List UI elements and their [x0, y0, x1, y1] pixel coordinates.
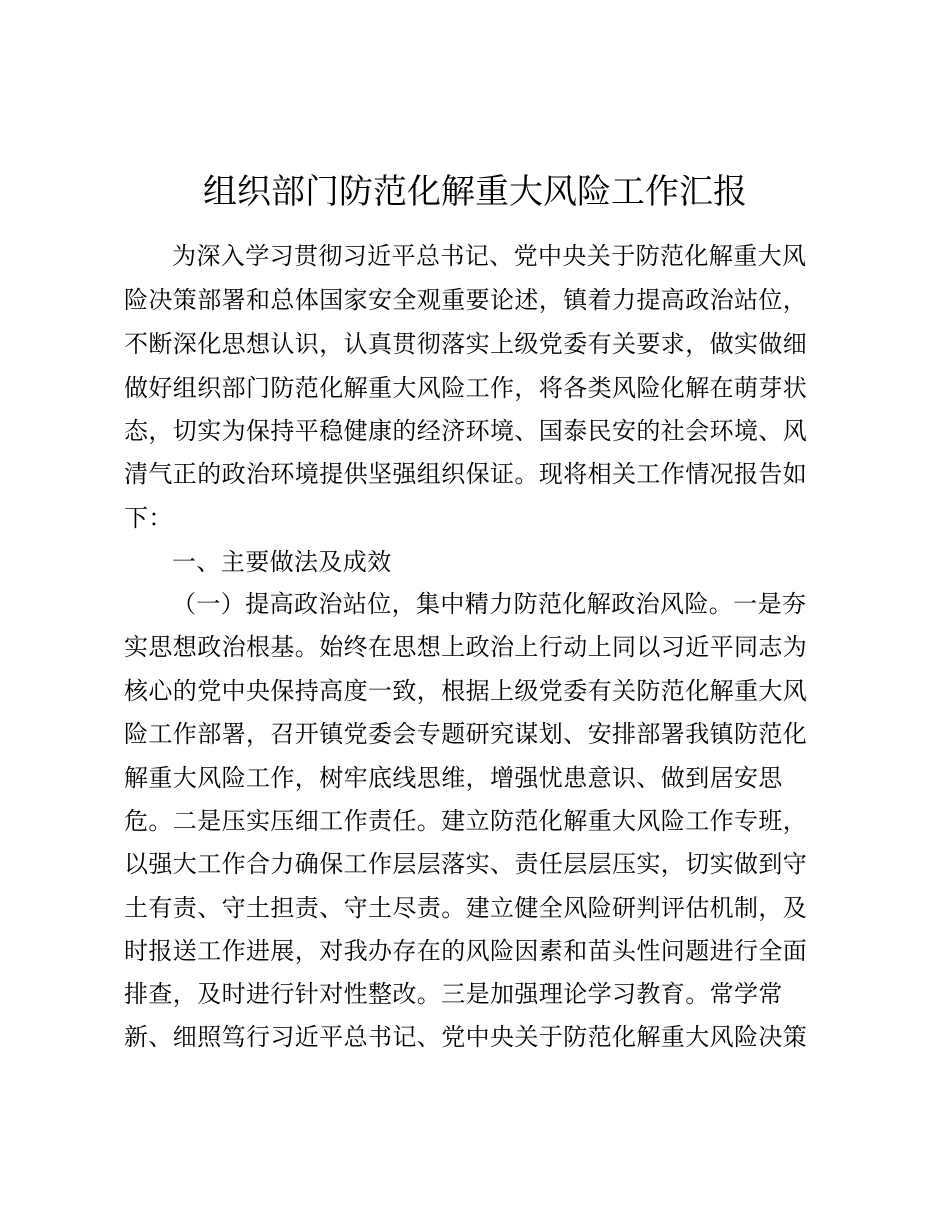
- body-line: 险决策部署和总体国家安全观重要论述，镇着力提高政治站位，: [124, 286, 808, 314]
- body-line: （一）提高政治站位，集中精力防范化解政治风险。一是夯: [172, 590, 807, 618]
- body-line: 做好组织部门防范化解重大风险工作，将各类风险化解在萌芽状: [124, 374, 808, 402]
- body-line: 实思想政治根基。始终在思想上政治上行动上同以习近平同志为: [124, 633, 808, 661]
- body-line: 险工作部署，召开镇党委会专题研究谋划、安排部署我镇防范化: [124, 720, 808, 748]
- body-line: 核心的党中央保持高度一致，根据上级党委有关防范化解重大风: [124, 677, 808, 705]
- document-title: 组织部门防范化解重大风险工作汇报: [203, 172, 747, 212]
- body-line: 下：: [124, 504, 173, 532]
- body-line: 为深入学习贯彻习近平总书记、党中央关于防范化解重大风: [172, 242, 807, 270]
- body-line: 态，切实为保持平稳健康的经济环境、国泰民安的社会环境、风: [124, 417, 808, 445]
- body-line: 新、细照笃行习近平总书记、党中央关于防范化解重大风险决策: [124, 1023, 808, 1051]
- body-line: 排查，及时进行针对性整改。三是加强理论学习教育。常学常: [124, 980, 783, 1008]
- section-heading: 一、主要做法及成效: [172, 548, 392, 576]
- body-line: 解重大风险工作，树牢底线思维，增强忧患意识、做到居安思: [124, 764, 783, 792]
- body-line: 时报送工作进展，对我办存在的风险因素和苗头性问题进行全面: [124, 937, 808, 965]
- body-line: 土有责、守土担责、守土尽责。建立健全风险研判评估机制，及: [124, 894, 808, 922]
- body-line: 不断深化思想认识，认真贯彻落实上级党委有关要求，做实做细: [124, 330, 808, 358]
- body-line: 危。二是压实压细工作责任。建立防范化解重大风险工作专班，: [124, 807, 808, 835]
- body-line: 清气正的政治环境提供坚强组织保证。现将相关工作情况报告如: [124, 460, 808, 488]
- body-line: 以强大工作合力确保工作层层落实、责任层层压实，切实做到守: [124, 850, 808, 878]
